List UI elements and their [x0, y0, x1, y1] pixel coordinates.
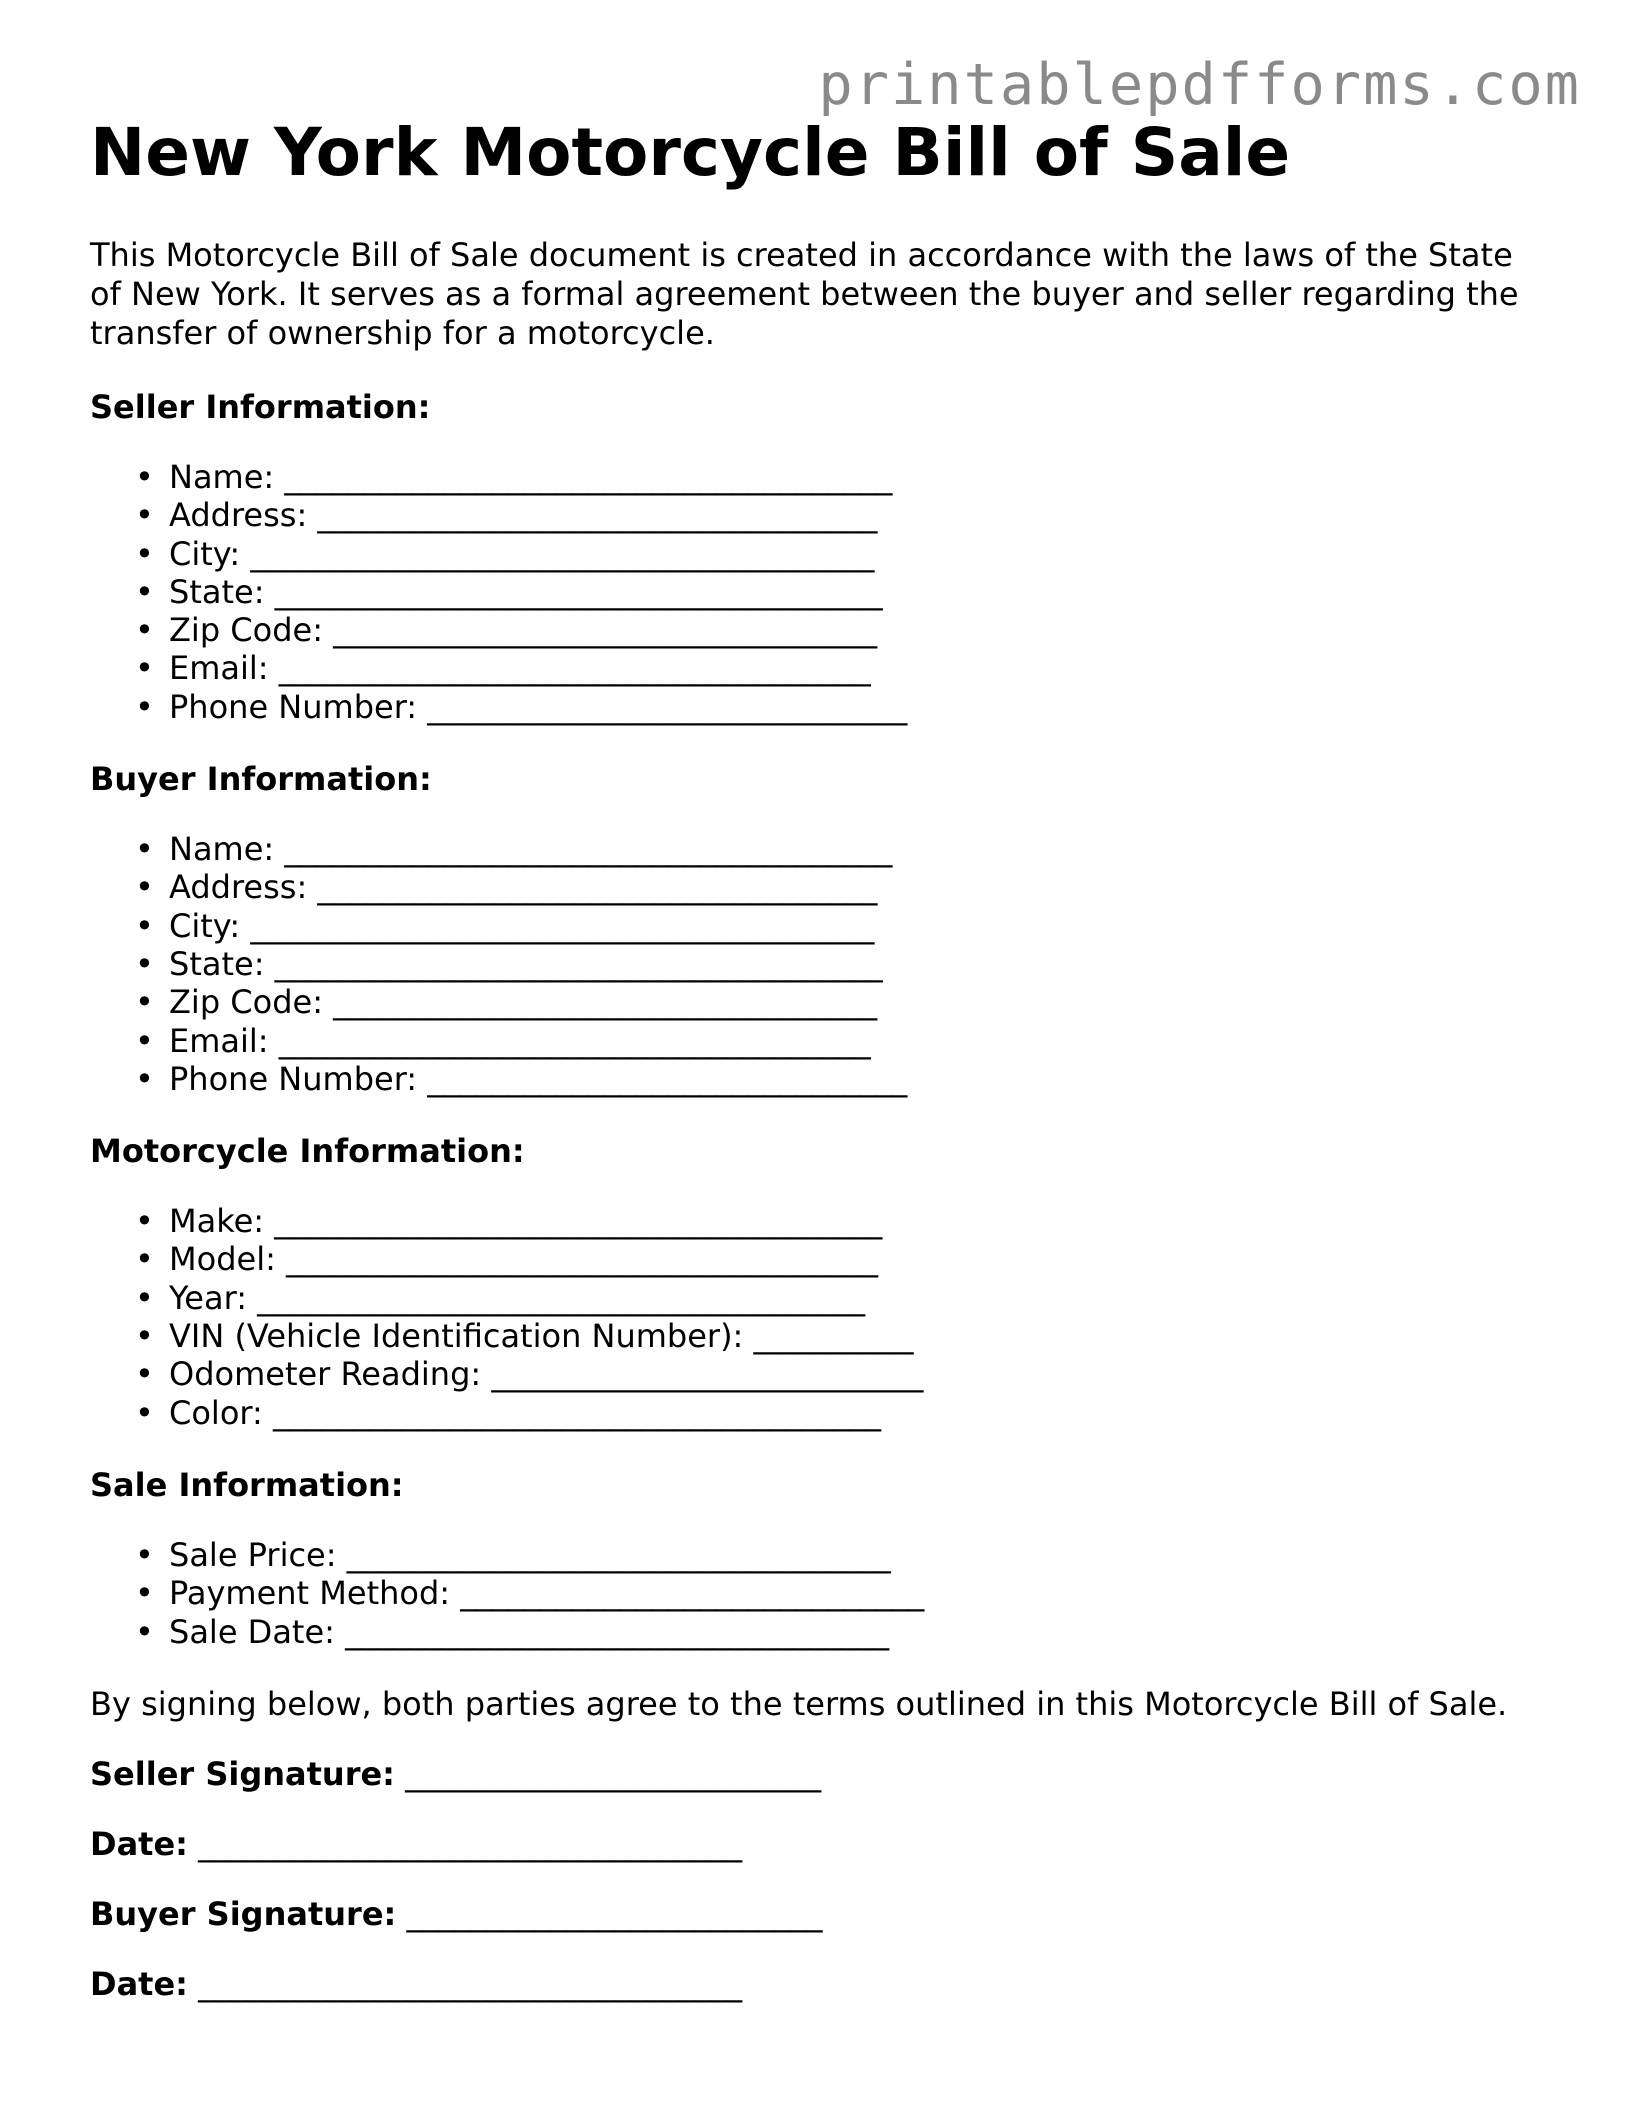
date-label: Date:	[90, 1964, 188, 2003]
seller-signature-field[interactable]	[90, 1755, 1540, 1794]
seller-field-list	[90, 458, 1540, 726]
bullet-icon: •	[135, 1317, 154, 1356]
seller-zip-field[interactable]: • Zip Code: __________________________________	[135, 611, 878, 650]
signature-blank: __________________________	[394, 1754, 822, 1793]
seller-email-field[interactable]: • Email: _____________________________________	[135, 649, 871, 688]
intro-paragraph: This Motorcycle Bill of Sale document is created in accordance with the laws of the State of New York. It serves as a formal agreement between the buyer and seller regarding the transfer of ownership for a motorcycle.	[90, 236, 1519, 352]
motorcycle-odometer-field[interactable]: • Odometer Reading: ___________________________	[135, 1355, 924, 1394]
seller-city-field[interactable]: • City: _______________________________________	[135, 534, 875, 573]
sale-section-heading: Sale Information:	[90, 1465, 404, 1504]
seller-name-field[interactable]: • Name: ______________________________________	[135, 458, 893, 496]
seller-signature-label: Seller Signature:	[90, 1754, 395, 1793]
payment-method-field[interactable]: • Payment Method: _____________________________	[135, 1574, 925, 1613]
bullet-icon: •	[135, 534, 154, 573]
seller-address-field[interactable]: • Address: ___________________________________	[135, 496, 878, 535]
bullet-icon: •	[135, 572, 154, 611]
sale-price-field[interactable]: • Sale Price: __________________________________	[135, 1535, 891, 1574]
sale-date-field[interactable]: • Sale Date: __________________________________	[135, 1612, 890, 1651]
bullet-icon: •	[135, 983, 154, 1022]
buyer-address-field[interactable]: • Address: ___________________________________	[135, 868, 878, 907]
bullet-icon: •	[135, 868, 154, 907]
buyer-zip-field[interactable]: • Zip Code: __________________________________	[135, 983, 878, 1022]
bullet-icon: •	[135, 458, 154, 496]
bullet-icon: •	[135, 687, 154, 726]
buyer-name-field[interactable]: • Name: ______________________________________	[135, 830, 893, 869]
seller-date-field[interactable]	[90, 1825, 1540, 1864]
watermark-site-name: printablepdfforms.com	[818, 52, 1581, 118]
buyer-field-list	[90, 830, 1540, 1098]
bullet-icon: •	[135, 496, 154, 535]
seller-section-heading: Seller Information:	[90, 388, 431, 426]
document-body	[90, 112, 1540, 2035]
bullet-icon: •	[135, 830, 154, 869]
sale-field-list	[90, 1536, 1540, 1651]
closing-statement: By signing below, both parties agree to the terms outlined in this Motorcycle Bill of Sale.	[90, 1684, 1508, 1723]
bullet-icon: •	[135, 1240, 154, 1279]
date-blank: __________________________________	[187, 1964, 743, 2003]
motorcycle-section-heading: Motorcycle Information:	[90, 1132, 525, 1171]
buyer-date-field[interactable]	[90, 1965, 1540, 2004]
bullet-icon: •	[135, 906, 154, 945]
buyer-state-field[interactable]: • State: ______________________________________	[135, 944, 883, 983]
buyer-signature-field[interactable]	[90, 1895, 1540, 1934]
buyer-city-field[interactable]: • City: _______________________________________	[135, 906, 875, 945]
date-blank: __________________________________	[187, 1824, 743, 1863]
date-label: Date:	[90, 1824, 188, 1863]
buyer-signature-label: Buyer Signature:	[90, 1894, 397, 1933]
motorcycle-vin-field[interactable]: • VIN (Vehicle Identification Number): __________	[135, 1317, 914, 1356]
signature-blank: __________________________	[396, 1894, 823, 1933]
bullet-icon: •	[135, 649, 154, 688]
motorcycle-model-field[interactable]: • Model: _____________________________________	[135, 1240, 879, 1279]
buyer-phone-field[interactable]: • Phone Number: ______________________________	[135, 1059, 908, 1098]
bullet-icon: •	[135, 1059, 154, 1098]
motorcycle-color-field[interactable]: • Color: ______________________________________	[135, 1393, 881, 1432]
bullet-icon: •	[135, 1278, 154, 1317]
seller-state-field[interactable]: • State: ______________________________________	[135, 572, 883, 611]
bullet-icon: •	[135, 1535, 154, 1574]
page-title: New York Motorcycle Bill of Sale	[90, 114, 1291, 191]
motorcycle-field-list	[90, 1202, 1540, 1432]
buyer-section-heading: Buyer Information:	[90, 760, 432, 799]
seller-phone-field[interactable]: • Phone Number: ______________________________	[135, 687, 908, 726]
bullet-icon: •	[135, 1612, 154, 1651]
bullet-icon: •	[135, 1355, 154, 1394]
bullet-icon: •	[135, 1574, 154, 1613]
bullet-icon: •	[135, 1393, 154, 1432]
bullet-icon: •	[135, 611, 154, 650]
bullet-icon: •	[135, 944, 154, 983]
bullet-icon: •	[135, 1021, 154, 1060]
buyer-email-field[interactable]: • Email: _____________________________________	[135, 1021, 871, 1060]
motorcycle-year-field[interactable]: • Year: ______________________________________	[135, 1278, 866, 1317]
motorcycle-make-field[interactable]: • Make: ______________________________________	[135, 1202, 883, 1241]
bullet-icon: •	[135, 1202, 154, 1241]
